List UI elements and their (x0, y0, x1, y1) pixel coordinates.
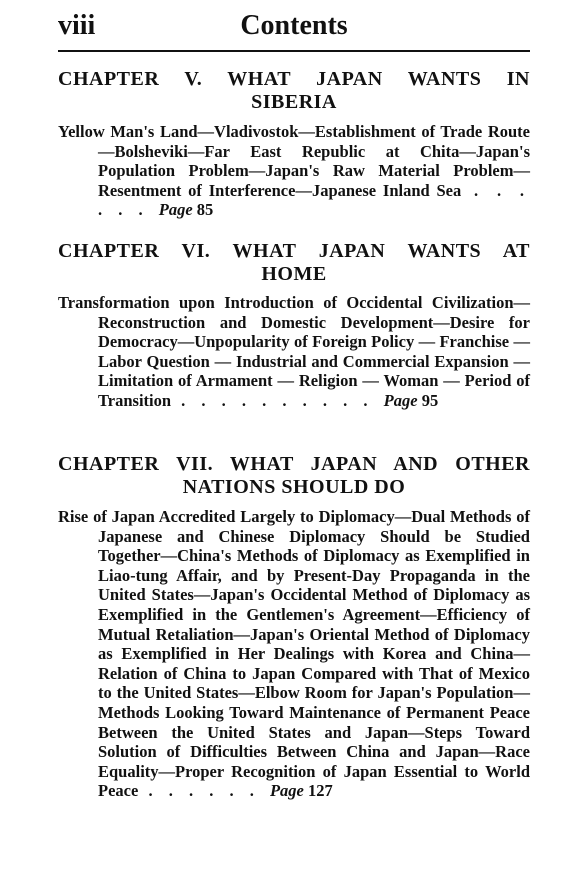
chapter-heading-subline: SIBERIA (251, 91, 337, 113)
summary-text: Transformation upon Introduction of Occidental Civilization—Reconstruction and Domestic Development—Desire for Democracy—Unpopularity of Foreign Policy — Franchise — Labor Question — Industrial and Commercial Expansion — Limitation of Armament — Religion — Woman — Period of Transition (58, 293, 530, 410)
chapter-heading-line: CHAPTER VII. WHAT JAPAN AND OTHER (58, 453, 530, 475)
running-header (58, 10, 530, 52)
chapter-heading-6 (58, 240, 530, 286)
dot-leader: . . . . . . (138, 781, 270, 801)
page-title: Contents (240, 10, 348, 41)
page-label: Page (383, 390, 418, 410)
page-label: Page (269, 781, 304, 801)
chapter-summary-6 (58, 293, 530, 411)
dot-leader: . . . . . . (98, 180, 531, 220)
chapter-heading-line: CHAPTER VI. WHAT JAPAN WANTS AT (58, 240, 530, 262)
page-ref: 127 (307, 781, 333, 801)
page-ref: 95 (421, 390, 439, 410)
page-label: Page (158, 200, 193, 220)
chapter-heading-5 (58, 68, 530, 114)
chapter-summary-5 (58, 122, 530, 220)
page-ref: 85 (196, 200, 214, 220)
chapter-heading-line: CHAPTER V. WHAT JAPAN WANTS IN (58, 68, 530, 90)
header-rule (58, 50, 530, 52)
summary-text: Yellow Man's Land—Vladivostok—Establishment of Trade Route—Bolsheviki—Far East Republic at Chita—Japan's Population Problem—Japan's Raw Material Problem—Resentment of Interference—Japanese Inland Sea (58, 122, 530, 200)
chapter-heading-subline: NATIONS SHOULD DO (182, 476, 406, 498)
dot-leader: . . . . . . . . . . (171, 390, 384, 410)
chapter-summary-7 (58, 507, 530, 801)
chapter-heading-7 (58, 453, 530, 499)
chapter-heading-subline: HOME (261, 263, 327, 285)
page-number: viii (58, 10, 96, 41)
summary-text: Rise of Japan Accredited Largely to Diplomacy—Dual Methods of Japanese and Chinese Diplomacy Should be Studied Together—China's Methods of Diplomacy as Exemplified in Liao-tung Affair, and by Present-Day Propaganda in the United States—Japan's Occidental Method of Diplomacy as Exemplified in the Gentlemen's Agreement—Efficiency of Mutual Retaliation—Japan's Oriental Method of Diplomacy as Exemplified in Her Dealings with Korea and China—Relation of China to Japan Compared with That of Mexico to the United States—Elbow Room for Japan's Population—Methods Looking Toward Maintenance of Permanent Peace Between the United States and Japan—Steps Toward Solution of Difficulties Between China and Japan—Race Equality—Proper Recognition of Japan Essential to World Peace (58, 507, 530, 801)
